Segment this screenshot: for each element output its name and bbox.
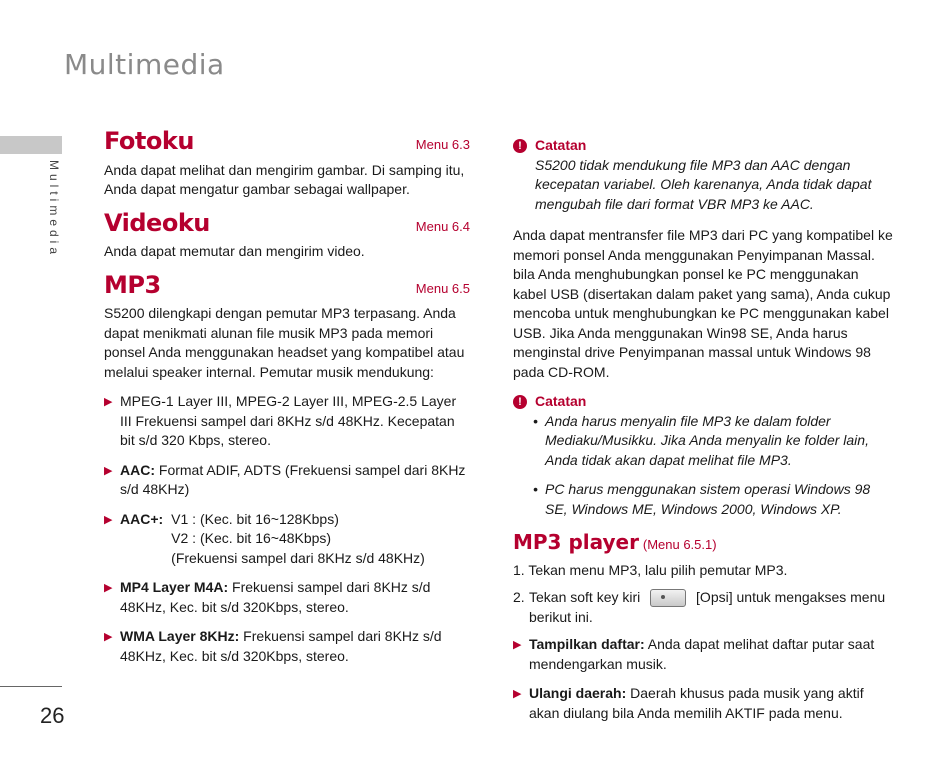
list-item [513,635,893,674]
triangle-right-icon: ▶ [104,464,113,477]
left-column [104,127,470,676]
step-2-text-a: Tekan soft key kiri [529,589,641,605]
triangle-right-icon: ▶ [513,688,522,700]
note-vbr-text: S5200 tidak mendukung file MP3 dan AAC dengan kecepatan variabel. Oleh karenanya, Anda tidak dapat mengubah file dari format VBR MP3 ke AAC. [535,156,872,212]
triangle-right-icon: ▶ [104,582,113,594]
fotoku-menu-ref: Menu 6.3 [415,137,470,152]
repeat-area-text: Daerah khusus pada musik yang aktif akan diulang bila Anda memilih AKTIF pada menu. [529,685,864,721]
list-item [513,684,893,723]
list-item [104,510,470,569]
triangle-right-icon: ▶ [104,631,113,643]
list-item [513,480,893,519]
videoku-title: Videoku [104,208,210,237]
videoku-heading [104,208,470,237]
mp4-text: Frekuensi sampel dari 8KHz s/d 48KHz, Kec. bit s/d 320Kbps, stereo. [120,579,431,615]
aacplus-freq: (Frekuensi sampel dari 8KHz s/d 48KHz) [171,549,425,566]
wma-label: WMA Layer 8KHz: [120,628,240,644]
fotoku-title: Fotoku [104,127,194,155]
fotoku-heading [104,127,470,155]
note-label: Catatan [535,393,587,409]
show-list-text: Anda dapat melihat daftar putar saat mendengarkan musik. [529,636,875,672]
page-rule [0,686,62,687]
mp3-heading [104,270,470,299]
videoku-text: Anda dapat memutar dan mengirim video. [104,243,365,259]
mp3-menu-ref: Menu 6.5 [415,280,470,296]
aacplus-v1: V1 : (Kec. bit 16~128Kbps) [171,510,339,527]
bullet-dot-icon: • [533,412,538,429]
right-column [513,136,893,733]
mpeg-formats-text: MPEG-1 Layer III, MPEG-2 Layer III, MPEG-2.5 Layer III Frekuensi sampel dari 8KHz s/d 48KHz. Kecepatan bit s/d 320 Kbps, stereo. [120,393,457,448]
mp3-player-heading [513,530,893,555]
note-heading [513,136,893,156]
step-1: 1. Tekan menu MP3, lalu pilih pemutar MP3. [513,561,788,578]
exclamation-circle-icon: ! [513,139,527,153]
mp3-intro: S5200 dilengkapi dengan pemutar MP3 terpasang. Anda dapat menikmati alunan file musik MP3 pada memori ponsel Anda menggunakan headset yang kompatibel atau melalui speaker internal. Pemutar musik mendukung: [104,305,465,380]
triangle-right-icon: ▶ [104,513,113,526]
note-folder-text: Anda harus menyalin file MP3 ke dalam folder Mediaku/Musikku. Jika Anda menyalin ke folder lain, Anda tidak akan dapat melihat file MP3. [545,412,869,468]
list-item [104,392,470,451]
page-title: Multimedia [64,48,225,81]
note-heading [513,392,893,412]
side-tab [0,136,62,154]
list-item [104,461,470,500]
fotoku-text: Anda dapat melihat dan mengirim gambar. Di samping itu, Anda dapat mengatur gambar sebagai wallpaper. [104,161,465,197]
aacplus-v2: V2 : (Kec. bit 16~48Kbps) [171,530,332,546]
page-number: 26 [40,703,65,728]
aac-label: AAC: [120,461,155,478]
note-os-text: PC harus menggunakan sistem operasi Windows 98 SE, Windows ME, Windows 2000, Windows XP. [545,481,871,517]
step-2-text-b: [Opsi] untuk mengakses menu berikut ini. [529,589,886,625]
side-label: Multimedia [47,160,61,259]
aacplus-label: AAC+: [120,510,164,527]
show-list-label: Tampilkan daftar: [529,636,645,652]
videoku-menu-ref: Menu 6.4 [415,218,470,234]
mp3-player-menu-ref: (Menu 6.5.1) [642,537,717,552]
mp3-player-title: MP3 player [513,530,639,554]
repeat-area-label: Ulangi daerah: [529,685,627,701]
list-item [104,627,470,666]
note-label: Catatan [535,137,587,153]
wma-text: Frekuensi sampel dari 8KHz s/d 48KHz, Kec. bit s/d 320Kbps, stereo. [120,628,442,664]
exclamation-circle-icon: ! [513,395,527,409]
step-2 [513,588,893,627]
transfer-text: Anda dapat mentransfer file MP3 dari PC yang kompatibel ke memori ponsel Anda menggunakan Penyimpanan Massal. bila Anda menghubungkan ponsel ke PC menggunakan kabel USB (disertakan dalam paket yang sama), Anda cukup mencoba untuk menghubungkan ke PC menggunakan kabel USB. Jika Anda menggunakan Win98 SE, Anda harus menginstal drive Penyimpanan massal untuk Windows 98 pada CD-ROM. [513,227,893,380]
list-item [104,578,470,617]
left-softkey-icon [650,589,686,607]
step-2-number: 2. [513,589,525,605]
bullet-dot-icon: • [533,481,538,497]
aac-text: Format ADIF, ADTS (Frekuensi sampel dari 8KHz s/d 48KHz) [120,461,466,497]
list-item [513,412,893,471]
triangle-right-icon: ▶ [513,639,522,651]
mp3-title: MP3 [104,270,161,299]
mp4-label: MP4 Layer M4A: [120,579,229,595]
triangle-right-icon: ▶ [104,396,113,408]
